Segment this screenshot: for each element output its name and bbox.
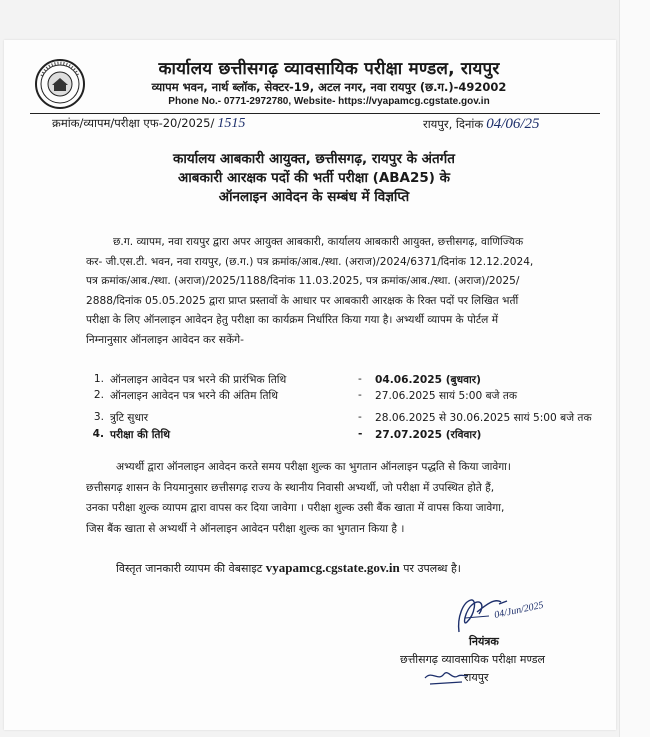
org-address: व्यापम भवन, नार्थ ब्लॉक, सेक्टर-19, अटल नगर, नवा रायपुर (छ.ग.)-492002 <box>151 80 507 94</box>
schedule-row <box>90 389 610 405</box>
subject-line-3: ऑनलाइन आवेदन के सम्बंध में विज्ञप्ति <box>218 189 410 205</box>
reference-prefix: क्रमांक/व्यापम/परीक्षा एफ-20/2025/ <box>52 116 215 130</box>
subject-line-1: कार्यालय आबकारी आयुक्त, छत्तीसगढ़, रायपुर के अंतर्गत <box>173 151 455 167</box>
schedule-num: 3. <box>93 411 104 423</box>
org-contact: Phone No.- 0771-2972780, Website- https://vyapamcg.cgstate.gov.in <box>168 96 490 107</box>
document-page <box>4 40 616 730</box>
body-line: परीक्षा के लिए ऑनलाइन आवेदन हेतु परीक्षा का कार्यक्रम निर्धारित किया गया है। अभ्यर्थी व्यापम के पोर्टल में <box>86 314 499 327</box>
body-line: पत्र क्रमांक/आब./स्था. (अराज)/2025/1188/दिनांक 11.03.2025, पत्र क्रमांक/आब./स्था. (अराज)/2025/ <box>86 275 520 288</box>
schedule-row <box>90 373 610 389</box>
website-prefix: विस्तृत जानकारी व्यापम की वेबसाइट <box>116 562 263 575</box>
signature-icon <box>429 592 559 637</box>
header-divider <box>30 113 600 114</box>
schedule-label: त्रुटि सुधार <box>110 412 149 424</box>
fee-line: अभ्यर्थी द्वारा ऑनलाइन आवेदन करते समय परीक्षा शुल्क का भुगतान ऑनलाइन पद्धति से किया जावेगा। <box>116 461 511 473</box>
website-suffix: पर उपलब्ध है। <box>403 562 461 575</box>
schedule-dash: - <box>358 373 362 385</box>
fee-line: जिस बैंक खाता से अभ्यर्थी ने ऑनलाइन आवेदन परीक्षा शुल्क का भुगतान किया है । <box>86 522 405 535</box>
signatory-org: छत्तीसगढ़ व्यावसायिक परीक्षा मण्डल <box>400 653 546 666</box>
date-label: रायपुर, दिनांक <box>423 117 484 131</box>
schedule-label: ऑनलाइन आवेदन पत्र भरने की प्रारंभिक तिथि <box>110 374 287 386</box>
notice-subject <box>124 150 504 207</box>
schedule-num: 1. <box>93 373 104 385</box>
fee-line: छत्तीसगढ़ शासन के नियमानुसार छत्तीसगढ़ राज्य के स्थानीय निवासी अभ्यर्थी, जो परीक्षा में उपस्थित होते हैं, <box>86 481 495 494</box>
signature-date: 04/Jun/2025 <box>493 599 545 621</box>
fee-line: उनका परीक्षा शुल्क व्यापम द्वारा वापस कर दिया जावेगा । परीक्षा शुल्क उसी बैंक खाता में वापस किया जावेगा, <box>86 502 505 514</box>
body-line: निम्नानुसार ऑनलाइन आवेदन कर सकेंगे- <box>86 333 244 346</box>
schedule-value: 27.07.2025 (रविवार) <box>375 429 482 441</box>
body-line: छ.ग. व्यापम, नवा रायपुर द्वारा अपर आयुक्त आबकारी, कार्यालय आबकारी आयुक्त, छत्तीसगढ़, वाणिज्यिक <box>113 236 524 248</box>
date-line <box>423 116 540 133</box>
website-note <box>116 560 461 576</box>
schedule-row <box>90 428 610 444</box>
signatory-title: नियंत्रक <box>469 635 499 648</box>
reference-number: 1515 <box>217 116 246 131</box>
schedule-num: 4. <box>92 428 104 440</box>
schedule-value: 04.06.2025 (बुधवार) <box>375 374 481 386</box>
vyapam-logo-icon <box>34 58 86 110</box>
schedule-row <box>90 411 610 427</box>
schedule-value: 28.06.2025 से 30.06.2025 सायं 5:00 बजे तक <box>375 412 592 424</box>
side-strip <box>619 0 650 737</box>
body-line: कर- जी.एस.टी. भवन, नवा रायपुर, (छ.ग.) पत्र क्रमांक/आब./स्था. (अराज)/2024/6371/दिनांक 12.12.2024, <box>86 255 534 268</box>
schedule-label: परीक्षा की तिथि <box>110 429 170 441</box>
date-value: 04/06/25 <box>486 116 540 132</box>
schedule-dash: - <box>358 389 362 401</box>
subject-line-2: आबकारी आरक्षक पदों की भर्ती परीक्षा (ABA25) के <box>177 170 451 186</box>
org-name: कार्यालय छत्तीसगढ़ व्यावसायिक परीक्षा मण्डल, रायपुर <box>158 59 500 79</box>
body-line: 2888/दिनांक 05.05.2025 द्वारा प्राप्त प्रस्तावों के आधार पर आबकारी आरक्षक के रिक्त पदों पर लिखित भर्ती <box>86 294 519 307</box>
schedule-num: 2. <box>93 389 104 401</box>
body-paragraph <box>86 233 604 351</box>
schedule-label: ऑनलाइन आवेदन पत्र भरने की अंतिम तिथि <box>110 390 279 402</box>
schedule-dash: - <box>358 411 362 423</box>
reference-line <box>52 116 245 132</box>
website-url[interactable]: vyapamcg.cgstate.gov.in <box>265 560 400 575</box>
fee-paragraph <box>86 457 604 539</box>
signatory-city-text: रायपुर <box>464 671 489 684</box>
schedule-dash: - <box>358 428 363 440</box>
signatory-city <box>424 670 488 685</box>
schedule-value: 27.06.2025 सायं 5:00 बजे तक <box>375 390 518 402</box>
